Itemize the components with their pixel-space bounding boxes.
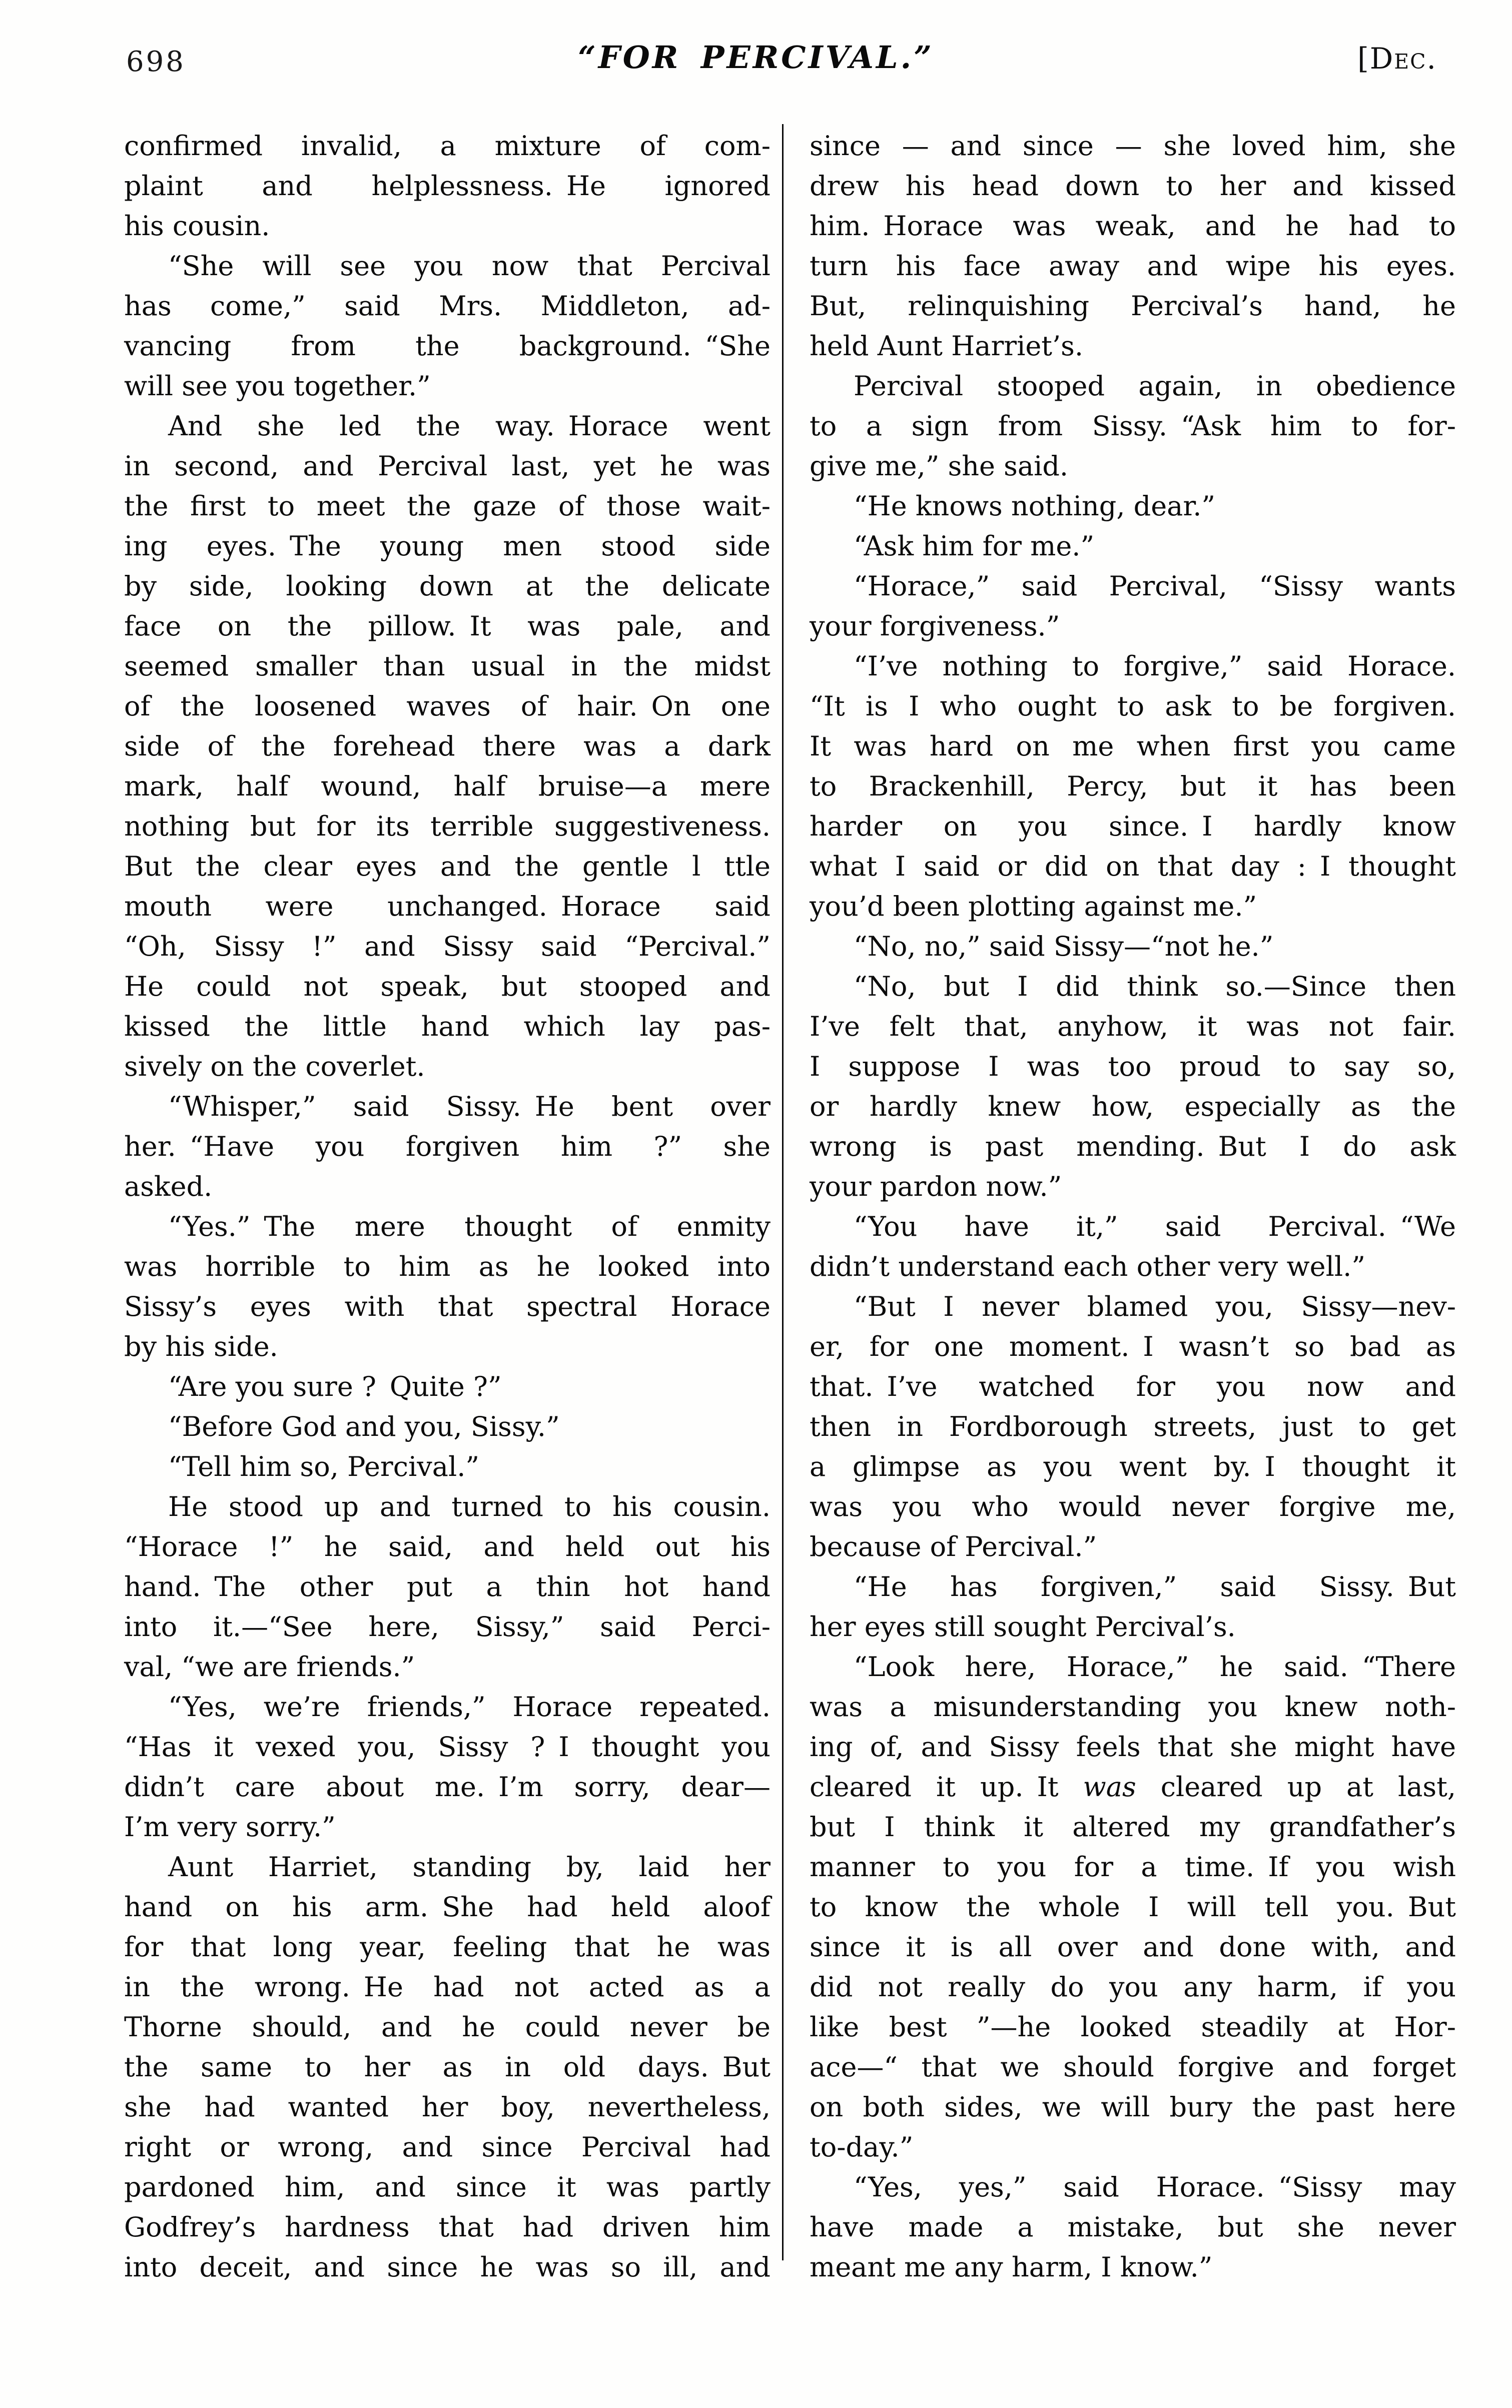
text-line: er, for one moment. I wasn’t so bad as bbox=[810, 1331, 1456, 1362]
text-column-left bbox=[124, 126, 771, 2287]
text-line: “Horace,” said Percival, “Sissy wants bbox=[854, 570, 1456, 602]
text-line: drew his head down to her and kissed bbox=[810, 170, 1456, 202]
text-line: your pardon now.” bbox=[810, 1171, 1062, 1202]
paragraph bbox=[124, 1687, 771, 1847]
text-line: didn’t care about me. I’m sorry, dear— bbox=[124, 1771, 771, 1803]
text-line: I suppose I was too proud to say so, bbox=[810, 1051, 1456, 1082]
paragraph bbox=[810, 967, 1456, 1207]
text-line: ing of, and Sissy feels that she might have bbox=[810, 1731, 1456, 1763]
text-line: “Are you sure ? Quite ?” bbox=[168, 1371, 502, 1402]
paragraph bbox=[124, 126, 771, 246]
text-line: It was hard on me when first you came bbox=[810, 730, 1456, 762]
page-number: 698 bbox=[126, 46, 186, 78]
text-line: was horrible to him as he looked into bbox=[124, 1251, 771, 1282]
text-line: I’m very sorry.” bbox=[124, 1811, 336, 1843]
text-line: will see you together.” bbox=[124, 370, 431, 402]
paragraph bbox=[124, 1207, 771, 1367]
text-line: mouth were unchanged. Horace said bbox=[124, 891, 771, 922]
text-line: “Oh, Sissy !” and Sissy said “Percival.” bbox=[124, 931, 771, 962]
text-line: “No, but I did think so.—Since then bbox=[854, 971, 1456, 1002]
text-line: Aunt Harriet, standing by, laid her bbox=[168, 1851, 771, 1883]
paragraph bbox=[810, 526, 1456, 566]
issue-label: [Dec. bbox=[1357, 42, 1437, 76]
text-line: plaint and helplessness. He ignored bbox=[124, 170, 771, 202]
text-line: Thorne should, and he could never be bbox=[124, 2011, 771, 2043]
paragraph bbox=[124, 1847, 771, 2287]
text-line: “Has it vexed you, Sissy ? I thought you bbox=[124, 1731, 771, 1763]
paragraph bbox=[810, 566, 1456, 646]
text-line: has come,” said Mrs. Middleton, ad- bbox=[124, 290, 771, 322]
text-line: “Yes, yes,” said Horace. “Sissy may bbox=[854, 2171, 1456, 2203]
text-line: you’d been plotting against me.” bbox=[810, 891, 1257, 922]
text-line: held Aunt Harriet’s. bbox=[810, 330, 1084, 362]
text-line: of the loosened waves of hair. On one bbox=[124, 690, 771, 722]
text-line: her. “Have you forgiven him ?” she bbox=[124, 1131, 771, 1162]
text-line: “Tell him so, Percival.” bbox=[168, 1451, 480, 1482]
paragraph bbox=[810, 486, 1456, 526]
text-line: by his side. bbox=[124, 1331, 278, 1362]
paragraph bbox=[810, 1567, 1456, 1647]
text-line: wrong is past mending. But I do ask bbox=[810, 1131, 1456, 1162]
text-line: vancing from the background. “She bbox=[124, 330, 771, 362]
text-line: right or wrong, and since Percival had bbox=[124, 2131, 771, 2163]
text-line: into it.—“See here, Sissy,” said Perci- bbox=[124, 1611, 771, 1643]
text-line: asked. bbox=[124, 1171, 213, 1202]
text-line: sively on the coverlet. bbox=[124, 1051, 425, 1082]
text-line: your forgiveness.” bbox=[810, 610, 1060, 642]
text-line: to Brackenhill, Percy, but it has been bbox=[810, 770, 1456, 802]
column-divider bbox=[782, 124, 784, 2260]
text-line: confirmed invalid, a mixture of com- bbox=[124, 130, 771, 162]
text-line: ace—“ that we should forgive and forget bbox=[810, 2051, 1456, 2083]
text-line: manner to you for a time. If you wish bbox=[810, 1851, 1456, 1883]
text-line: the same to her as in old days. But bbox=[124, 2051, 771, 2083]
text-line: since — and since — she loved him, she bbox=[810, 130, 1456, 162]
text-line: in the wrong. He had not acted as a bbox=[124, 1971, 771, 2003]
text-line: “But I never blamed you, Sissy—nev- bbox=[854, 1291, 1456, 1322]
text-line: And she led the way. Horace went bbox=[168, 410, 771, 442]
paragraph bbox=[124, 1087, 771, 1207]
text-line: to know the whole I will tell you. But bbox=[810, 1891, 1456, 1923]
paragraph bbox=[124, 1447, 771, 1487]
text-line: But the clear eyes and the gentle l ttle bbox=[124, 851, 771, 882]
paragraph bbox=[124, 246, 771, 406]
text-line: did not really do you any harm, if you bbox=[810, 1971, 1456, 2003]
text-line: into deceit, and since he was so ill, and bbox=[124, 2251, 771, 2283]
paragraph bbox=[810, 1207, 1456, 1287]
text-line: was a misunderstanding you knew noth- bbox=[810, 1691, 1456, 1723]
text-line: she had wanted her boy, nevertheless, bbox=[124, 2091, 771, 2123]
text-line: cleared it up. It was cleared up at last, bbox=[810, 1771, 1456, 1803]
text-line: hand on his arm. She had held aloof bbox=[124, 1891, 771, 1923]
text-line: then in Fordborough streets, just to get bbox=[810, 1411, 1456, 1442]
text-line: “It is I who ought to ask to be forgiven. bbox=[810, 690, 1456, 722]
paragraph bbox=[810, 2167, 1456, 2287]
text-line: his cousin. bbox=[124, 210, 270, 242]
text-line: meant me any harm, I know.” bbox=[810, 2251, 1213, 2283]
text-line: him. Horace was weak, and he had to bbox=[810, 210, 1456, 242]
text-line: turn his face away and wipe his eyes. bbox=[810, 250, 1456, 282]
text-line: on both sides, we will bury the past here bbox=[810, 2091, 1456, 2123]
text-line: Sissy’s eyes with that spectral Horace bbox=[124, 1291, 771, 1322]
text-line: Godfrey’s hardness that had driven him bbox=[124, 2211, 771, 2243]
text-line: have made a mistake, but she never bbox=[810, 2211, 1456, 2243]
text-line: by side, looking down at the delicate bbox=[124, 570, 771, 602]
paragraph bbox=[124, 1487, 771, 1687]
text-line: “Whisper,” said Sissy. He bent over bbox=[168, 1091, 771, 1122]
text-line: her eyes still sought Percival’s. bbox=[810, 1611, 1236, 1643]
text-line: in second, and Percival last, yet he was bbox=[124, 450, 771, 482]
text-line: for that long year, feeling that he was bbox=[124, 1931, 771, 1963]
text-line: “You have it,” said Percival. “We bbox=[854, 1211, 1456, 1242]
text-line: harder on you since. I hardly know bbox=[810, 811, 1456, 842]
text-line: mark, half wound, half bruise—a mere bbox=[124, 770, 771, 802]
paragraph bbox=[810, 927, 1456, 967]
paragraph bbox=[810, 646, 1456, 927]
text-line: since it is all over and done with, and bbox=[810, 1931, 1456, 1963]
paragraph bbox=[124, 1407, 771, 1447]
text-line: seemed smaller than usual in the midst bbox=[124, 650, 771, 682]
text-line: hand. The other put a thin hot hand bbox=[124, 1571, 771, 1602]
text-line: pardoned him, and since it was partly bbox=[124, 2171, 771, 2203]
paragraph bbox=[124, 406, 771, 1087]
text-line: a glimpse as you went by. I thought it bbox=[810, 1451, 1456, 1482]
text-line: was you who would never forgive me, bbox=[810, 1491, 1456, 1522]
page-title: “FOR PERCIVAL.” bbox=[578, 39, 934, 76]
text-line: “He has forgiven,” said Sissy. But bbox=[854, 1571, 1456, 1602]
text-line: ing eyes. The young men stood side bbox=[124, 530, 771, 562]
text-line: “He knows nothing, dear.” bbox=[854, 490, 1216, 522]
text-line: what I said or did on that day : I thought bbox=[810, 851, 1456, 882]
text-line: “I’ve nothing to forgive,” said Horace. bbox=[854, 650, 1456, 682]
text-column-right bbox=[810, 126, 1456, 2287]
text-line: because of Percival.” bbox=[810, 1531, 1097, 1562]
text-line: didn’t understand each other very well.” bbox=[810, 1251, 1365, 1282]
text-line: that. I’ve watched for you now and bbox=[810, 1371, 1456, 1402]
text-line: “Yes.” The mere thought of enmity bbox=[168, 1211, 771, 1242]
text-line: He stood up and turned to his cousin. bbox=[168, 1491, 771, 1522]
text-line: the first to meet the gaze of those wait- bbox=[124, 490, 771, 522]
text-line: but I think it altered my grandfather’s bbox=[810, 1811, 1456, 1843]
text-line: “No, no,” said Sissy—“not he.” bbox=[854, 931, 1274, 962]
text-line: side of the forehead there was a dark bbox=[124, 730, 771, 762]
text-line: to-day.” bbox=[810, 2131, 914, 2163]
text-line: like best ”—he looked steadily at Hor- bbox=[810, 2011, 1456, 2043]
paragraph bbox=[124, 1367, 771, 1407]
text-line: He could not speak, but stooped and bbox=[124, 971, 771, 1002]
text-line: or hardly knew how, especially as the bbox=[810, 1091, 1456, 1122]
text-line: “Ask him for me.” bbox=[854, 530, 1095, 562]
paragraph bbox=[810, 1647, 1456, 2167]
paragraph bbox=[810, 366, 1456, 486]
paragraph bbox=[810, 1287, 1456, 1567]
text-line: val, “we are friends.” bbox=[124, 1651, 415, 1683]
text-line: “Before God and you, Sissy.” bbox=[168, 1411, 560, 1442]
text-line: nothing but for its terrible suggestiveness. bbox=[124, 811, 771, 842]
text-line: But, relinquishing Percival’s hand, he bbox=[810, 290, 1456, 322]
text-line: Percival stooped again, in obedience bbox=[854, 370, 1456, 402]
text-line: “Look here, Horace,” he said. “There bbox=[854, 1651, 1456, 1683]
text-line: face on the pillow. It was pale, and bbox=[124, 610, 771, 642]
text-line: “Horace !” he said, and held out his bbox=[124, 1531, 771, 1562]
text-line: “She will see you now that Percival bbox=[168, 250, 771, 282]
text-line: give me,” she said. bbox=[810, 450, 1069, 482]
text-line: I’ve felt that, anyhow, it was not fair. bbox=[810, 1011, 1456, 1042]
paragraph bbox=[810, 126, 1456, 366]
text-line: “Yes, we’re friends,” Horace repeated. bbox=[168, 1691, 771, 1723]
text-line: kissed the little hand which lay pas- bbox=[124, 1011, 771, 1042]
text-line: to a sign from Sissy. “Ask him to for- bbox=[810, 410, 1456, 442]
